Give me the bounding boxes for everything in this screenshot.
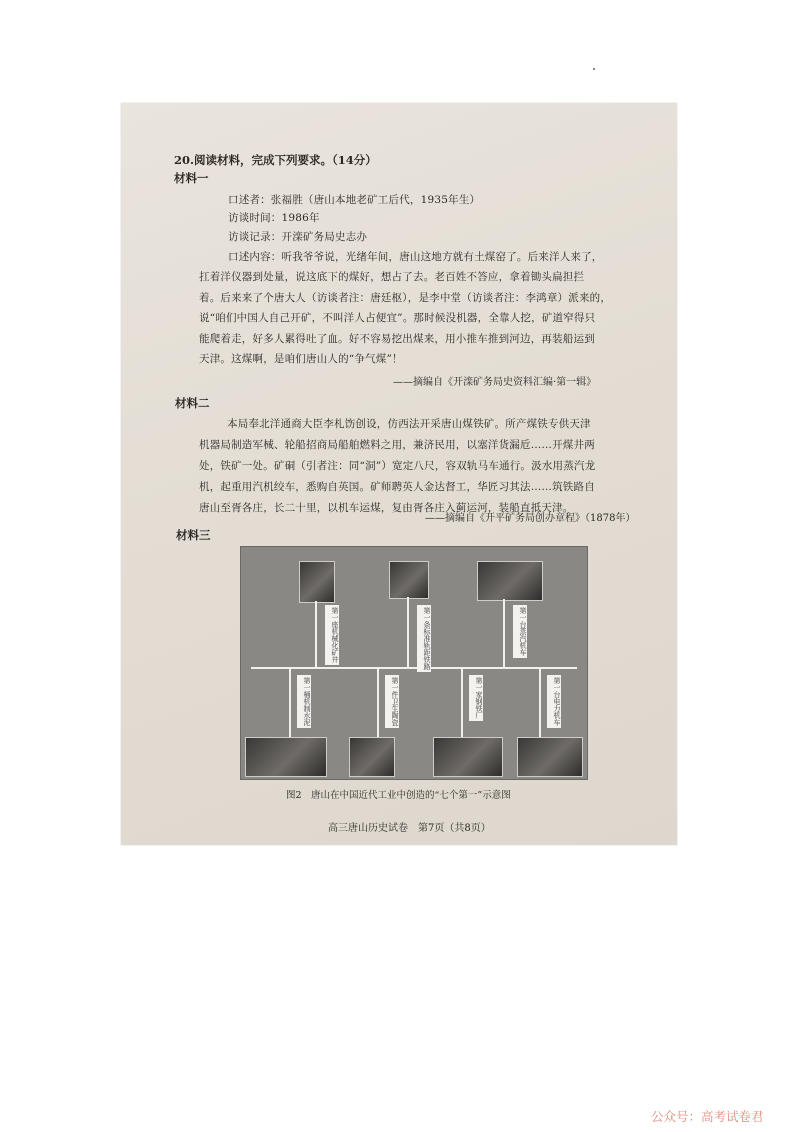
figure-caption: 图2 唐山在中国近代工业中创造的“七个第一”示意图 — [286, 790, 511, 801]
connector-line — [503, 599, 505, 667]
material1-line: 口述者：张福胜（唐山本地老矿工后代，1935年生） — [228, 194, 481, 206]
page-footer: 高三唐山历史试卷 第7页（共8页） — [328, 823, 491, 834]
connector-line — [289, 669, 291, 737]
cement-plant-photo — [245, 737, 327, 777]
connector-line — [315, 601, 317, 667]
railway-station-photo — [389, 561, 429, 599]
connector-line — [377, 669, 379, 737]
bottom-label: 第一桶机制水泥 — [297, 675, 311, 728]
material2-heading: 材料二 — [175, 396, 210, 410]
material1-line: 着。后来来了个唐大人（访谈者注：唐廷枢），是李中堂（访谈者注：李鸿章）派来的， — [199, 292, 612, 304]
question-title: 20.阅读材料，完成下列要求。（14分） — [174, 153, 377, 167]
connector-line — [407, 597, 409, 667]
material1-line: 扛着洋仪器到处量，说这底下的煤好，想占了去。老百姓不答应，拿着锄头扁担拦 — [199, 271, 585, 283]
material1-line: 能爬着走，好多人累得吐了血。好不容易挖出煤来，用小推车推到河边，再装船运到 — [199, 333, 595, 345]
material2-line: 机器局制造军械、轮船招商局船舶燃料之用，兼济民用，以塞洋货漏卮……开煤井两 — [199, 439, 595, 451]
material2-source: ——摘编自《开平矿务局创办章程》（1878年） — [425, 513, 636, 524]
steel-plant-photo — [433, 737, 503, 777]
top-label: 第一座机械化矿井 — [325, 605, 339, 665]
material1-line: 访谈时间：1986年 — [228, 212, 320, 224]
material1-line: 口述内容：听我爷爷说，光绪年间，唐山这地方就有土煤窑了。后来洋人来了， — [228, 251, 603, 263]
watermark: 公众号：高考试卷君 — [651, 1109, 764, 1124]
connector-line — [539, 669, 541, 737]
steam-locomotive-photo — [477, 561, 543, 601]
top-label: 第一台蒸汽机车 — [513, 605, 527, 658]
bottom-label: 第一家钢铁厂 — [469, 675, 483, 721]
material2-line: 本局奉北洋通商大臣李札饬创设，仿西法开采唐山煤铁矿。所产煤铁专供天津 — [227, 418, 591, 430]
material1-line: 说“咱们中国人自己开矿，不叫洋人占便宜”。那时候没机器，全靠人挖，矿道窄得只 — [199, 312, 596, 324]
material1-heading: 材料一 — [174, 171, 209, 185]
connector-line — [461, 669, 463, 737]
ceramics-photo — [349, 737, 395, 777]
bottom-label: 第一件卫生陶瓷 — [385, 675, 399, 728]
speck — [593, 68, 595, 70]
material3-heading: 材料三 — [176, 528, 211, 542]
material1-source: ——摘编自《开滦矿务局史资料汇编·第一辑》 — [393, 377, 597, 388]
material1-line: 访谈记录：开滦矿务局史志办 — [228, 231, 368, 243]
seven-firsts-diagram — [240, 546, 588, 780]
material2-line: 处，铁矿一处。矿硐（引者注：同“洞”）宽定八尺，容双轨马车通行。汲水用蒸汽龙 — [199, 460, 596, 472]
material1-line: 天津。这煤啊，是咱们唐山人的“争气煤”！ — [199, 353, 403, 365]
bottom-label: 第一台电力机车 — [547, 675, 561, 728]
timeline-axis — [251, 667, 577, 669]
material2-line: 唐山至胥各庄，长二十里，以机车运煤，复由胥各庄入蓟运河，装船直抵天津。 — [199, 502, 574, 514]
electric-locomotive-photo — [517, 737, 583, 777]
mine-shaft-photo — [299, 561, 335, 603]
top-label: 第一条标准轨距铁路 — [417, 605, 431, 672]
material2-line: 机，起重用汽机绞车，悉购自英国。矿师聘英人金达督工，华匠习其法……筑铁路自 — [199, 481, 595, 493]
